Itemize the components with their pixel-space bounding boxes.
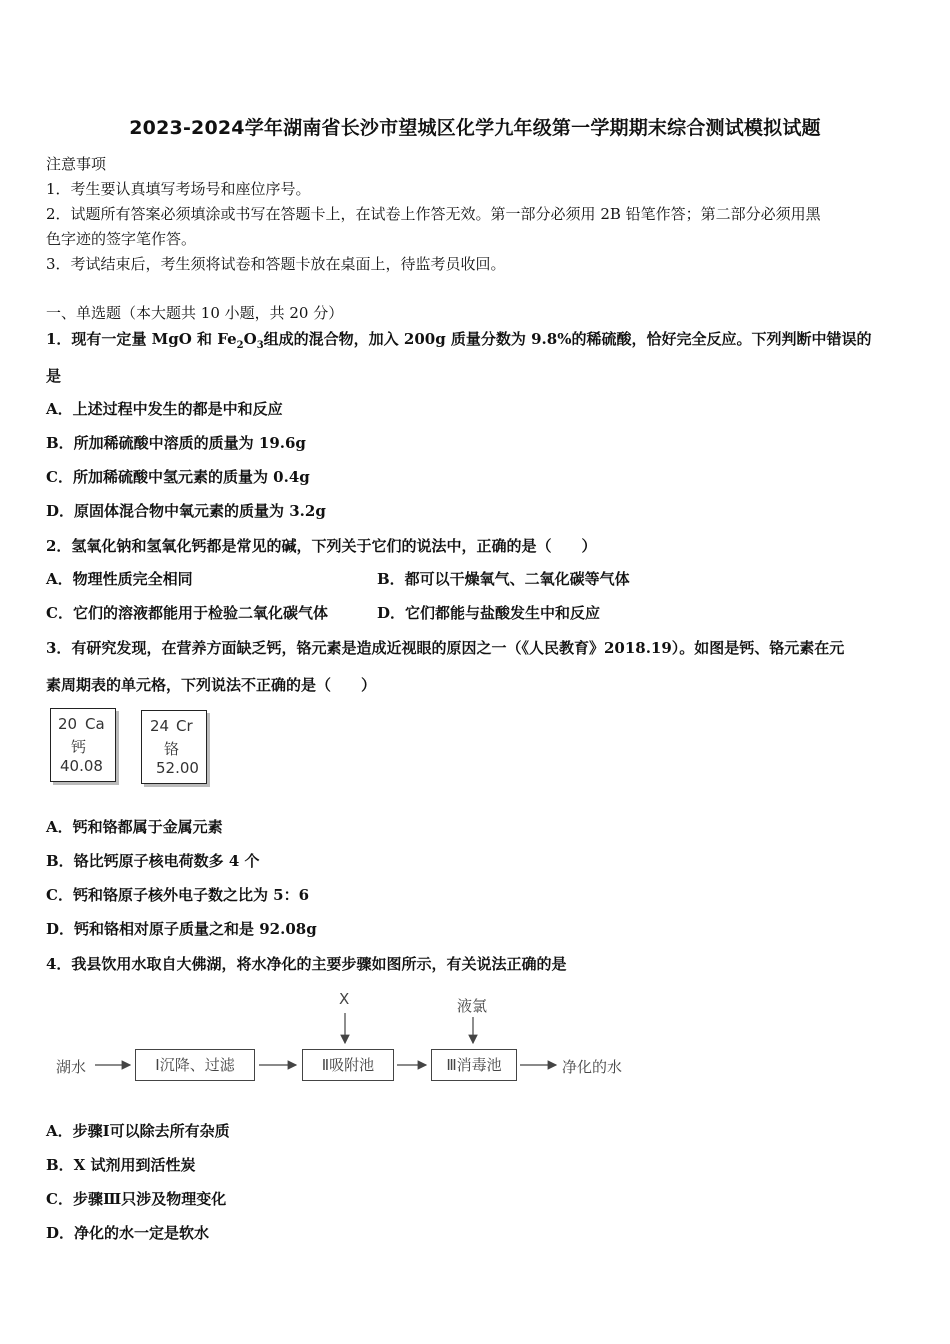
page-title: 2023-2024学年湖南省长沙市望城区化学九年级第一学期期末综合测试模拟试题 (129, 117, 821, 139)
calcium-symbol: Ca (85, 715, 105, 733)
element-card-calcium (50, 708, 116, 782)
q2-option-a: A．物理性质完全相同 (46, 570, 193, 588)
chromium-number: 24 (150, 717, 170, 735)
notice-item-2: 2．试题所有答案必须填涂或书写在答题卡上，在试卷上作答无效。第一部分必须用 2B 铅笔作答；第二部分必须用黑 (46, 205, 821, 223)
flow-step-3: Ⅲ消毒池 (431, 1049, 517, 1081)
q4-option-d: D．净化的水一定是软水 (46, 1224, 210, 1242)
q4-stem: 4．我县饮用水取自大佛湖，将水净化的主要步骤如图所示，有关说法正确的是 (46, 955, 567, 973)
q1-option-a: A．上述过程中发生的都是中和反应 (46, 400, 283, 418)
q3-option-a: A．钙和铬都属于金属元素 (46, 818, 223, 836)
notice-item-2-cont: 色字迹的签字笔作答。 (46, 230, 197, 248)
q1-option-d: D．原固体混合物中氧元素的质量为 3.2g (46, 502, 326, 520)
q1-option-b: B．所加稀硫酸中溶质的质量为 19.6g (46, 434, 306, 452)
q1-stem-part2: 组成的混合物，加入 200g 质量分数为 9.8%的稀硫酸，恰好完全反应。下列判断中错误的 (263, 330, 872, 348)
flow-step-2: Ⅱ吸附池 (302, 1049, 394, 1081)
q3-option-b: B．铬比钙原子核电荷数多 4 个 (46, 852, 260, 870)
flow-step-1: Ⅰ沉降、过滤 (135, 1049, 255, 1081)
element-card-chromium (141, 710, 207, 784)
q2-option-c: C．它们的溶液都能用于检验二氧化碳气体 (46, 604, 328, 622)
q1-option-c: C．所加稀硫酸中氢元素的质量为 0.4g (46, 468, 310, 486)
flow-input-x: X (339, 990, 350, 1008)
q3-option-c: C．钙和铬原子核外电子数之比为 5：6 (46, 886, 310, 904)
q2-option-b: B．都可以干燥氧气、二氧化碳等气体 (377, 570, 630, 588)
notice-item-3: 3．考试结束后，考生须将试卷和答题卡放在桌面上，待监考员收回。 (46, 255, 506, 273)
chromium-symbol: Cr (176, 717, 193, 735)
calcium-name: 钙 (71, 738, 87, 756)
chromium-name: 铬 (164, 740, 180, 758)
q1-stem (46, 328, 871, 351)
flow-end-purified-water: 净化的水 (562, 1058, 623, 1076)
q4-option-c: C．步骤Ⅲ只涉及物理变化 (46, 1190, 227, 1208)
q3-stem-line1: 3．有研究发现，在营养方面缺乏钙，铬元素是造成近视眼的原因之一（《人民教育》2018.19）。如图是钙、铬元素在元 (46, 639, 845, 657)
q3-option-d: D．钙和铬相对原子质量之和是 92.08g (46, 920, 317, 938)
flow-start-lake: 湖水 (56, 1058, 87, 1076)
flow-input-chlorine: 液氯 (457, 997, 488, 1015)
notice-item-1: 1．考生要认真填写考场号和座位序号。 (46, 180, 311, 198)
calcium-number: 20 (58, 715, 78, 733)
q1-sub-2: 2 (236, 340, 244, 351)
notice-heading: 注意事项 (46, 155, 107, 173)
q1-stem-line2: 是 (46, 367, 62, 385)
q4-option-b: B．X 试剂用到活性炭 (46, 1156, 196, 1174)
calcium-mass: 40.08 (60, 757, 103, 775)
q3-stem-line2: 素周期表的单元格，下列说法不正确的是（ ） (46, 676, 377, 694)
q2-stem: 2．氢氧化钠和氢氧化钙都是常见的碱，下列关于它们的说法中，正确的是（ ） (46, 537, 597, 555)
q1-sub-3: 3 (256, 340, 264, 351)
q1-stem-o: O (243, 330, 257, 348)
section-heading: 一、单选题（本大题共 10 小题，共 20 分） (46, 304, 344, 322)
q2-option-d: D．它们都能与盐酸发生中和反应 (377, 604, 601, 622)
chromium-mass: 52.00 (156, 759, 199, 777)
q1-stem-part1: 1．现有一定量 MgO 和 Fe (46, 330, 237, 348)
q4-option-a: A．步骤Ⅰ可以除去所有杂质 (46, 1122, 230, 1140)
